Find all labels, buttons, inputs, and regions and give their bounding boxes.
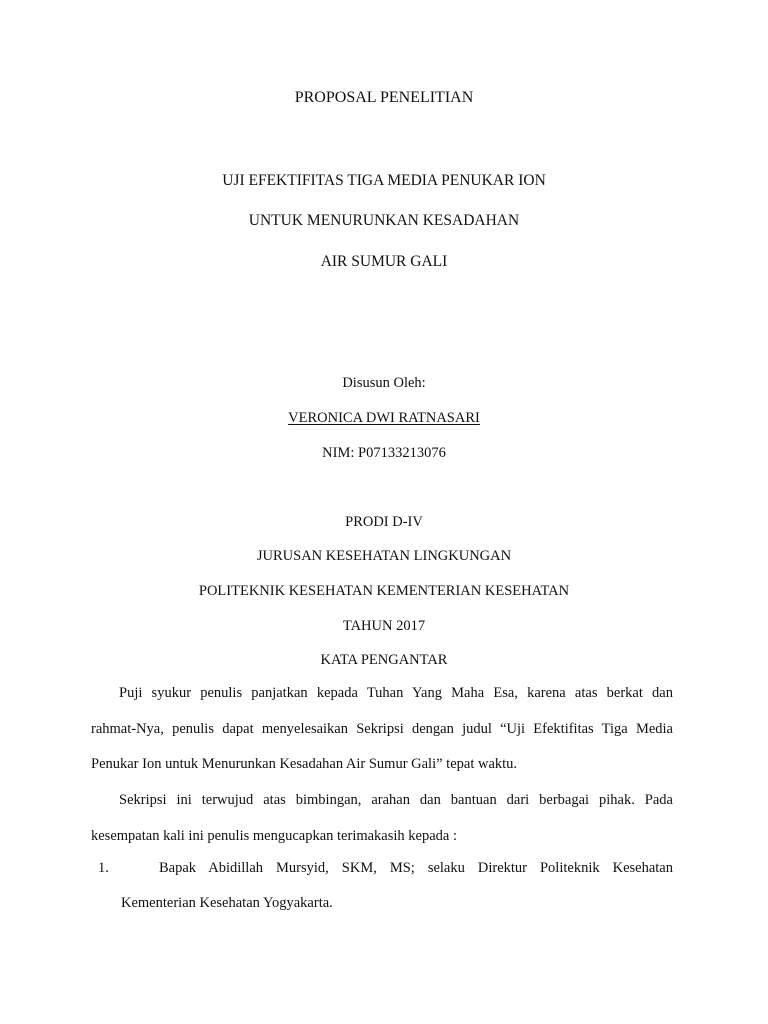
title-line-3: AIR SUMUR GALI [320, 253, 448, 270]
list-item-number: 1. [98, 860, 109, 876]
foreword-paragraph-2 [91, 783, 673, 854]
compiled-by-label: Disusun Oleh: [342, 375, 426, 391]
paragraph-2-line-2: kesempatan kali ini penulis mengucapkan terimakasih kepada : [91, 827, 458, 844]
proposal-heading: PROPOSAL PENELITIAN [294, 89, 474, 106]
list-item-line-1-wrap [159, 860, 673, 877]
author-name: VERONICA DWI RATNASARI [288, 410, 480, 426]
paragraph-1-line-2: rahmat-Nya, penulis dapat menyelesaikan Sekripsi dengan judul “Uji Efektifitas Tiga Media [91, 720, 673, 737]
paragraph-1-line-3: Penukar Ion untuk Menurunkan Kesadahan Air Sumur Gali” tepat waktu. [91, 756, 518, 772]
paragraph-1-line-1: Puji syukur penulis panjatkan kepada Tuhan Yang Maha Esa, karena atas berkat dan [119, 685, 673, 701]
author-row [0, 410, 768, 427]
student-id: NIM: P07133213076 [322, 445, 446, 461]
study-program: PRODI D-IV [345, 514, 423, 530]
paragraph-2-line-1: Sekripsi ini terwujud atas bimbingan, arahan dan bantuan dari berbagai pihak. Pada [119, 792, 673, 808]
foreword-heading: KATA PENGANTAR [320, 652, 448, 668]
list-item-line-2: Kementerian Kesehatan Yogyakarta. [121, 895, 333, 911]
year: TAHUN 2017 [342, 618, 426, 634]
title-line-1: UJI EFEKTIFITAS TIGA MEDIA PENUKAR ION [222, 172, 546, 189]
title-line-2: UNTUK MENURUNKAN KESADAHAN [248, 212, 520, 229]
foreword-paragraph-1 [91, 676, 673, 783]
institution: POLITEKNIK KESEHATAN KEMENTERIAN KESEHATAN [198, 583, 570, 599]
list-item-line-1: Bapak Abidillah Mursyid, SKM, MS; selaku Direktur Politeknik Kesehatan [159, 860, 673, 876]
department: JURUSAN KESEHATAN LINGKUNGAN [256, 548, 512, 564]
